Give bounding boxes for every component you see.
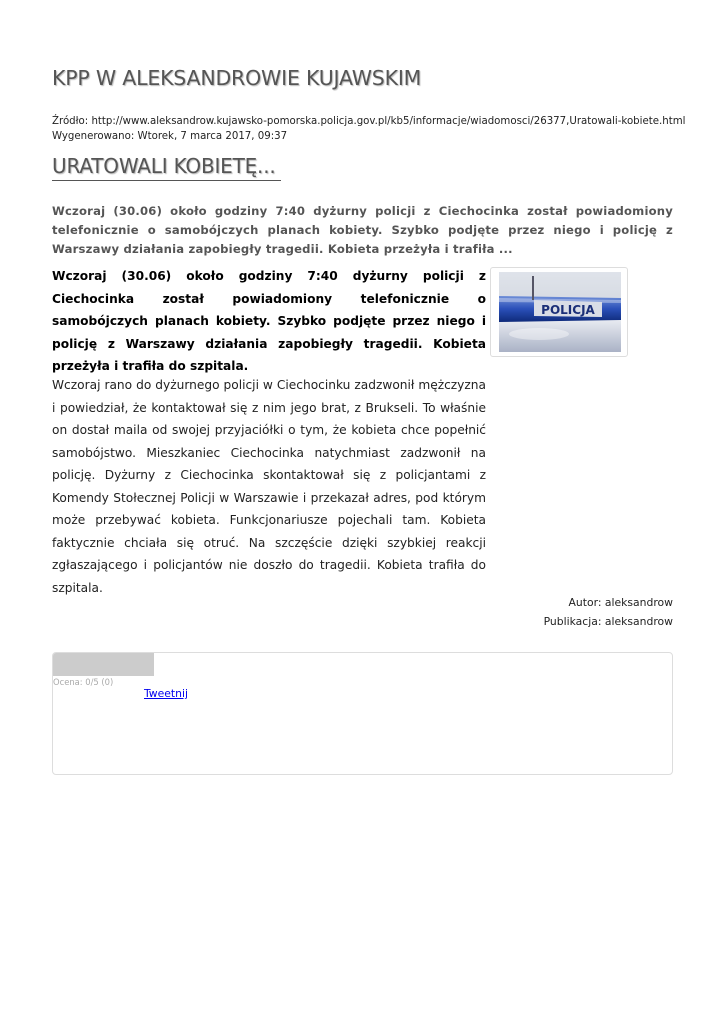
generated-date: Wygenerowano: Wtorek, 7 marca 2017, 09:37 bbox=[52, 131, 288, 142]
tweet-link[interactable]: Tweetnij bbox=[144, 687, 188, 700]
source-url: Źródło: http://www.aleksandrow.kujawsko-pomorska.policja.gov.pl/kb5/informacje/wiadomosci/26377,Uratowali-kobiete.html bbox=[52, 116, 686, 127]
police-sign-text: POLICJA bbox=[541, 303, 595, 317]
title-underline bbox=[52, 180, 281, 181]
rating-label: Ocena: 0/5 (0) bbox=[53, 677, 114, 687]
author: Autor: aleksandrow bbox=[568, 596, 673, 609]
rating-stars-widget[interactable] bbox=[53, 653, 154, 676]
article-title: URATOWALI KOBIETĘ... bbox=[52, 154, 276, 178]
article-lead: Wczoraj (30.06) około godziny 7:40 dyżurny policji z Ciechocinka został powiadomiony telefonicznie o samobójczych planach kobiety. Szybko podjęte przez niego i policję z Warszawy działania zapobiegły tragedii. Kobieta przeżyła i trafiła ... bbox=[52, 204, 673, 256]
police-car-photo bbox=[499, 272, 621, 352]
article-meta bbox=[52, 114, 685, 144]
publisher: Publikacja: aleksandrow bbox=[543, 614, 673, 628]
article-intro: Wczoraj (30.06) około godziny 7:40 dyżurny policji z Ciechocinka został powiadomiony telefonicznie o samobójczych planach kobiety. Szybko podjęte przez niego i policję z Warszawy działania zapobiegły tragedii. Kobieta przeżyła i trafiła do szpitala. bbox=[52, 269, 486, 373]
article-credits bbox=[544, 594, 673, 631]
rating-box bbox=[52, 652, 673, 775]
article-photo-frame bbox=[490, 267, 628, 357]
site-title: KPP W ALEKSANDROWIE KUJAWSKIM bbox=[52, 66, 422, 90]
article-body: Wczoraj rano do dyżurnego policji w Ciechocinku zadzwonił mężczyzna i powiedział, że kontaktował się z nim jego brat, z Brukseli. To właśnie on dostał maila od swojej przyjaciółki o tym, że kobieta chce popełnić samobójstwo. Mieszkaniec Ciechocinka natychmiast zadzwonił na policję. Dyżurny z Ciechocinka skontaktował się z policjantami z Komendy Stołecznej Policji w Warszawie i przekazał adres, pod którym może przebywać kobieta. Funkcjonariusze pojechali tam. Kobieta faktycznie chciała się otruć. Na szczęście dzięki szybkiej reakcji zgłaszającego i policjantów nie doszło do tragedii. Kobieta trafiła do szpitala. bbox=[52, 378, 486, 595]
